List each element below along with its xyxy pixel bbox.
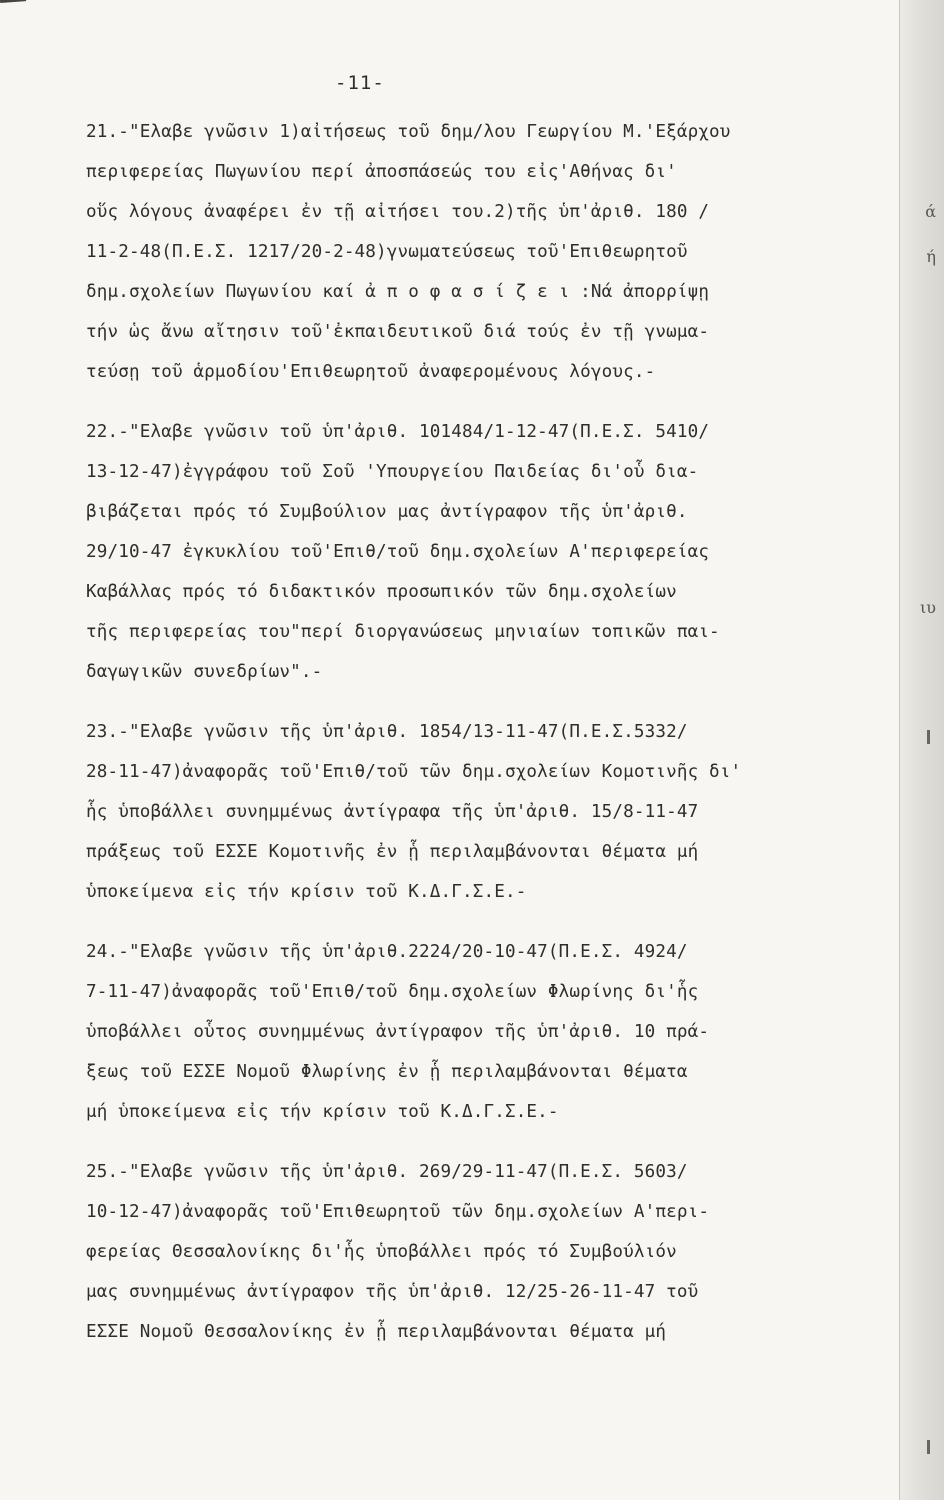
corner-ink-mark [0, 0, 26, 3]
text-line: 10-12-47)ἀναφορᾶς τοῦ'Επιθεωρητοῦ τῶν δημ.σχολείων Α'περι- [86, 1202, 710, 1222]
text-line: βιβάζεται πρός τό Συμβούλιον μας ἀντίγραφον τῆς ὑπ'ἀριθ. [86, 502, 688, 522]
text-line: 24.-"Ελαβε γνῶσιν τῆς ὑπ'ἀριθ.2224/20-10-47(Π.Ε.Σ. 4924/ [86, 942, 688, 962]
text-line: ὑποβάλλει οὗτος συνημμένως ἀντίγραφον τῆς ὑπ'ἀριθ. 10 πρά- [86, 1022, 710, 1042]
text-line: δαγωγικῶν συνεδρίων".- [86, 662, 323, 682]
text-line: τῆς περιφερείας του"περί διοργανώσεως μηνιαίων τοπικῶν παι- [86, 622, 720, 642]
text-line: ἧς ὑποβάλλει συνημμένως ἀντίγραφα τῆς ὑπ'ἀριθ. 15/8-11-47 [86, 802, 699, 822]
text-line: μή ὑποκείμενα εἰς τήν κρίσιν τοῦ Κ.Δ.Γ.Σ.Ε.- [86, 1102, 559, 1122]
margin-letter: ά [925, 202, 936, 221]
text-line: περιφερείας Πωγωνίου περί ἀποσπάσεώς του εἰς'Αθήνας δι' [86, 162, 677, 182]
text-line: τεύσῃ τοῦ ἁρμοδίου'Επιθεωρητοῦ ἀναφερομένους λόγους.- [86, 362, 656, 382]
margin-letter: ιυ [920, 598, 936, 617]
text-line: 23.-"Ελαβε γνῶσιν τῆς ὑπ'ἀριθ. 1854/13-11-47(Π.Ε.Σ.5332/ [86, 722, 688, 742]
text-line: δημ.σχολείων Πωγωνίου καί ἀ π ο φ α σ ί ζ ε ι :Νά ἀπορρίψῃ [86, 282, 710, 302]
page-number: -11- [335, 72, 385, 94]
text-line: 29/10-47 ἐγκυκλίου τοῦ'Επιθ/τοῦ δημ.σχολείων Α'περιφερείας [86, 542, 710, 562]
margin-ink-mark [927, 730, 930, 744]
text-line: ξεως τοῦ ΕΣΣΕ Νομοῦ Φλωρίνης ἐν ᾗ περιλαμβάνονται θέματα [86, 1062, 688, 1082]
text-line: 7-11-47)ἀναφορᾶς τοῦ'Επιθ/τοῦ δημ.σχολείων Φλωρίνης δι'ἧς [86, 982, 699, 1002]
margin-ink-mark [927, 1440, 930, 1454]
entry-22 [86, 412, 876, 692]
entry-25 [86, 1152, 876, 1352]
text-line: πράξεως τοῦ ΕΣΣΕ Κομοτινῆς ἐν ᾗ περιλαμβάνονται θέματα μή [86, 842, 699, 862]
text-line: ΕΣΣΕ Νομοῦ Θεσσαλονίκης ἐν ᾗ περιλαμβάνονται θέματα μή [86, 1322, 667, 1342]
text-line: οὕς λόγους ἀναφέρει ἐν τῇ αἰτήσει του.2)τῆς ὑπ'ἀριθ. 180 / [86, 202, 710, 222]
text-line: φερείας Θεσσαλονίκης δι'ἧς ὑποβάλλει πρός τό Συμβούλιόν [86, 1242, 677, 1262]
text-line: 22.-"Ελαβε γνῶσιν τοῦ ὑπ'ἀριθ. 101484/1-12-47(Π.Ε.Σ. 5410/ [86, 422, 710, 442]
text-line: 21.-"Ελαβε γνῶσιν 1)αἰτήσεως τοῦ δημ/λου Γεωργίου Μ.'Εξάρχου [86, 122, 731, 142]
text-line: Καβάλλας πρός τό διδακτικόν προσωπικόν τῶν δημ.σχολείων [86, 582, 677, 602]
entry-23 [86, 712, 876, 912]
text-line: τήν ὡς ἄνω αἴτησιν τοῦ'ἐκπαιδευτικοῦ διά τούς ἐν τῇ γνωμα- [86, 322, 710, 342]
text-line: 25.-"Ελαβε γνῶσιν τῆς ὑπ'ἀριθ. 269/29-11-47(Π.Ε.Σ. 5603/ [86, 1162, 688, 1182]
text-line: μας συνημμένως ἀντίγραφον τῆς ὑπ'ἀριθ. 12/25-26-11-47 τοῦ [86, 1282, 699, 1302]
text-line: 11-2-48(Π.Ε.Σ. 1217/20-2-48)γνωματεύσεως τοῦ'Επιθεωρητοῦ [86, 242, 688, 262]
margin-letter: ή [926, 247, 936, 266]
text-line: 28-11-47)ἀναφορᾶς τοῦ'Επιθ/τοῦ τῶν δημ.σχολείων Κομοτινῆς δι' [86, 762, 742, 782]
entry-24 [86, 932, 876, 1132]
entry-21 [86, 112, 876, 392]
book-binding-edge [899, 0, 944, 1500]
text-line: ὑποκείμενα εἰς τήν κρίσιν τοῦ Κ.Δ.Γ.Σ.Ε.- [86, 882, 527, 902]
text-line: 13-12-47)ἐγγράφου τοῦ Σοῦ 'Υπουργείου Παιδείας δι'οὗ δια- [86, 462, 699, 482]
document-body [86, 112, 876, 1372]
